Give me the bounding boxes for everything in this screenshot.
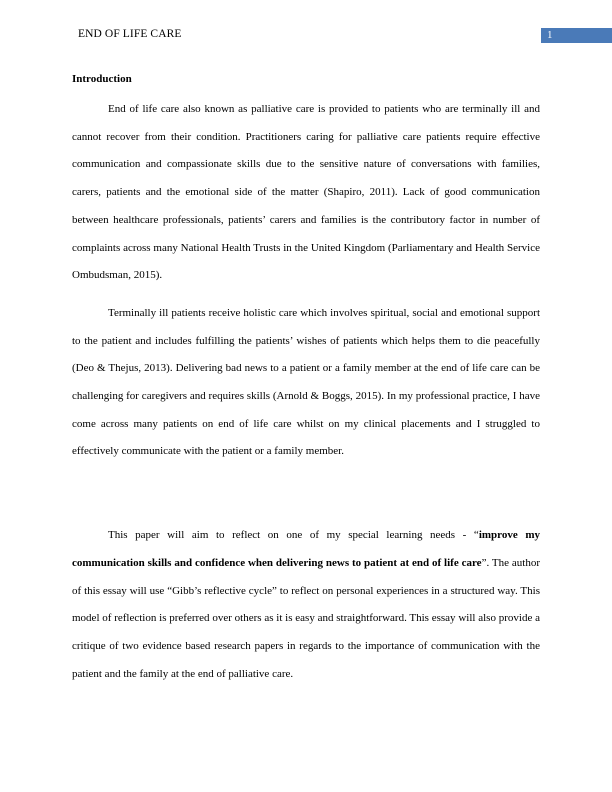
paragraph-3 [72,522,540,688]
document-body [72,70,540,688]
paragraph-2: Terminally ill patients receive holistic care which involves spiritual, social and emotional support to the patient and includes fulfilling the patients’ wishes of patients which helps them to die peacefully (Deo & Thejus, 2013). Delivering bad news to a patient or a family member at the end of life care can be challenging for caregivers and requires skills (Arnold & Boggs, 2015). In my professional practice, I have come across many patients on end of life care whilst on my clinical placements and I struggled to effectively communicate with the patient or a family member. [72,306,540,458]
paragraph-1: End of life care also known as palliative care is provided to patients who are terminally ill and cannot recover from their condition. Practitioners caring for palliative care patients require effective communication and compassionate skills due to the sensitive nature of conversations with families, carers, patients and the emotional side of the matter (Shapiro, 2011). Lack of good communication between healthcare professionals, patients’ carers and families is the contributory factor in number of complaints across many National Health Trusts in the United Kingdom (Parliamentary and Health Service Ombudsman, 2015). [72,103,540,282]
paragraph-3-learning-need: improve my communication skills and confidence when delivering news to patient at end of life care [72,529,540,569]
paragraph-3-intro: This paper will aim to reflect on one of my special learning needs - “ [108,529,479,542]
section-heading: Introduction [72,73,132,85]
page-number-badge [541,28,612,43]
paragraph-3-rest: ”. The author of this essay will use “Gibb’s reflective cycle” to reflect on personal experiences in a structured way. This model of reflection is preferred over others as it is easy and straightforward. This essay will also provide a critique of two evidence based research papers in regards to the importance of communication with the patient and the family at the end of palliative care. [72,556,540,680]
page-number: 1 [547,29,553,41]
running-header-title: END OF LIFE CARE [78,28,182,40]
